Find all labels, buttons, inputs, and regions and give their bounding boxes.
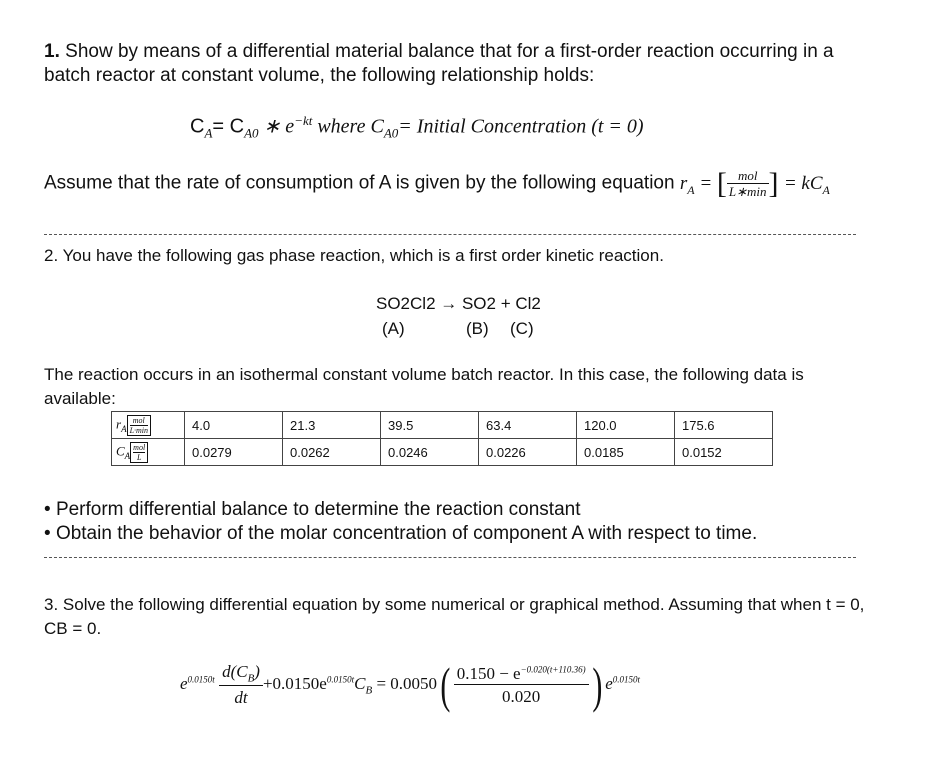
- eq3-dnum: [219, 662, 263, 685]
- ra-unit: [130, 416, 148, 435]
- table-row: [112, 439, 773, 466]
- eq3-plus: +0.0150e: [262, 673, 327, 693]
- table-cell: 63.4: [479, 412, 577, 439]
- table-cell: 0.0185: [577, 439, 675, 466]
- table-cell: 0.0279: [185, 439, 283, 466]
- eq3-cb: C: [354, 673, 366, 693]
- paren-right: ): [591, 657, 602, 713]
- eq3-exp3: 0.0150t: [612, 674, 641, 685]
- unit-den: L∗min: [728, 184, 767, 199]
- table-cell: 120.0: [577, 412, 675, 439]
- eq-exponent: −kt: [294, 113, 313, 128]
- eq3-e2: e: [605, 673, 613, 693]
- eq3-dnum-sub: B: [247, 672, 255, 685]
- rate-unit: [727, 168, 769, 199]
- eq3-fraction: [454, 664, 589, 707]
- eq3-cb-sub: B: [365, 684, 373, 697]
- q3-equation: [180, 657, 641, 713]
- label-a: (A): [382, 319, 405, 338]
- rate-equation: [679, 172, 717, 197]
- bracket-right: ]: [768, 166, 779, 200]
- bullet-text: Perform differential balance to determine the reaction constant: [55, 499, 581, 520]
- eq3-exp1: 0.0150t: [187, 674, 215, 685]
- eq-c0-sub: A0: [244, 125, 259, 141]
- rate-sub: A: [687, 182, 695, 197]
- q3-text: 3. Solve the following differential equation by some numerical or graphical method. Assuming that when t = 0, CB = 0.: [44, 595, 865, 638]
- eq-rest: = Initial Concentration (t = 0): [398, 115, 644, 138]
- list-item: [44, 522, 757, 546]
- ra-unit-num: mol: [130, 416, 148, 426]
- ca-symbol: C: [116, 442, 125, 458]
- eq-where: where C: [312, 115, 384, 138]
- label-c: (C): [510, 319, 534, 338]
- q1-rate-line: [44, 168, 830, 201]
- ca-unit-bracket: [130, 442, 148, 463]
- list-item: [44, 498, 757, 522]
- eq3-den: 0.020: [502, 686, 541, 706]
- bullet-list: [44, 498, 757, 546]
- ra-unit-den: L·min: [129, 425, 149, 435]
- unit-num: mol: [727, 168, 769, 184]
- ra-unit-bracket: [127, 415, 151, 436]
- eq-where-sub: A0: [383, 125, 399, 141]
- rate-eq: =: [694, 172, 717, 194]
- bullet-text: Obtain the behavior of the molar concentration of component A with respect to time.: [55, 523, 758, 544]
- eq3-num-text: 0.150 − e: [456, 663, 521, 683]
- table-cell: 21.3: [283, 412, 381, 439]
- eq3-dden: dt: [234, 687, 248, 707]
- eq3-num: [454, 664, 589, 685]
- row-header-ra: [112, 412, 185, 439]
- table-cell: 39.5: [381, 412, 479, 439]
- table-cell: 4.0: [185, 412, 283, 439]
- ra-sub: A: [121, 423, 127, 434]
- bullet-icon: •: [44, 499, 51, 520]
- rate-rhs-text: = kC: [783, 172, 823, 194]
- ra-symbol: r: [116, 415, 122, 431]
- table-cell: 0.0262: [283, 439, 381, 466]
- q2-text: 2. You have the following gas phase reaction, which is a first order kinetic reaction.: [44, 246, 664, 265]
- eq-equals: = C: [212, 115, 245, 138]
- divider: [44, 557, 856, 558]
- ca-unit: [133, 443, 145, 462]
- data-table: [111, 411, 773, 466]
- eq3-exp2: 0.0150t: [326, 674, 355, 685]
- ca-sub: A: [124, 450, 131, 461]
- q1-number: 1.: [44, 41, 60, 62]
- table-cell: 0.0226: [479, 439, 577, 466]
- rate-rhs: [783, 172, 830, 197]
- bracket-left: [: [716, 166, 727, 200]
- divider: [44, 234, 856, 235]
- eq-lhs-sub: A: [204, 125, 213, 141]
- eq3-derivative: [219, 662, 263, 707]
- eq3-num-exp: −0.020(t+110.36): [520, 663, 586, 674]
- rate-text: Assume that the rate of consumption of A is given by the following equation: [44, 172, 675, 194]
- eq3-dnum-end: ): [254, 662, 260, 682]
- q2-text2: The reaction occurs in an isothermal constant volume batch reactor. In this case, the following data is available:: [44, 365, 804, 408]
- bullet-icon: •: [44, 523, 51, 544]
- eq3-e: e: [180, 673, 188, 693]
- table-cell: 0.0152: [675, 439, 773, 466]
- reaction-equation: SO2Cl2 → SO2 + Cl2: [376, 294, 541, 313]
- eq-times-e: ∗ e: [258, 115, 295, 138]
- q1-statement: Show by means of a differential material balance that for a first-order reaction occurring in a batch reactor at constant volume, the following relationship holds:: [44, 41, 834, 86]
- q1-equation: [190, 113, 644, 142]
- rate-rhs-sub: A: [822, 182, 830, 197]
- ca-unit-den: L: [136, 452, 142, 462]
- ca-unit-num: mol: [133, 442, 146, 452]
- table-row: [112, 412, 773, 439]
- table-cell: 0.0246: [381, 439, 479, 466]
- q1-text: [44, 40, 874, 88]
- paren-left: (: [440, 657, 451, 713]
- table-cell: 175.6: [675, 412, 773, 439]
- row-header-ca: [112, 439, 185, 466]
- eq3-equals: = 0.0050: [372, 673, 438, 693]
- rate-symbol: r: [679, 172, 688, 194]
- label-b: (B): [466, 319, 489, 338]
- eq3-dnum-text: d(C: [222, 662, 248, 682]
- eq-lhs: C: [190, 115, 205, 138]
